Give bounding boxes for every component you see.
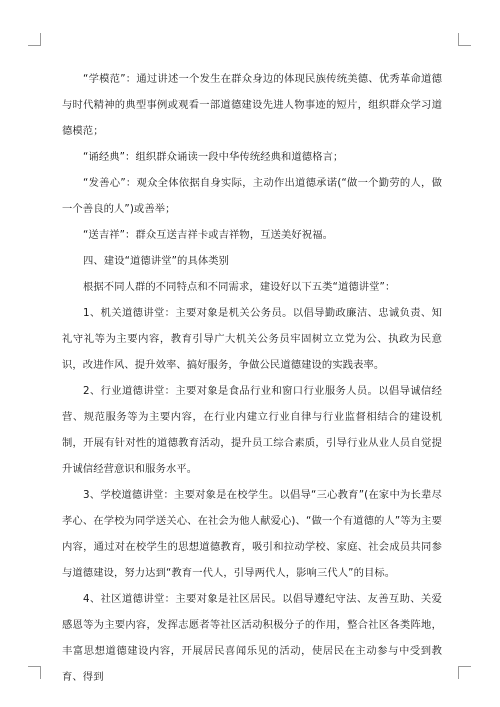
paragraph-intro-categories: 根据不同人群的不同特点和不同需求，建设好以下五类“道德讲堂”： bbox=[83, 281, 396, 293]
paragraph-learn-models: “学模范”：通过讲述一个发生在群众身边的体现民族传统美德、优秀革命道德与时代精神的典型事例或观看一部道德建设先进人物事迹的短片，组织群众学习道德模范； bbox=[62, 73, 442, 137]
paragraph-kind-heart: “发善心”：观众全体依据自身实际，主动作出道德承诺(“做一个勤劳的人，做一个善良的人”)或善举； bbox=[62, 177, 442, 215]
paragraph-industry-lecture-hall: 2、行业道德讲堂：主要对象是食品行业和窗口行业服务人员。以倡导诚信经营、规范服务等为主要内容，在行业内建立行业自律与行业监督相结合的建设机制，开展有针对性的道德教育活动，提升员工综合素质，引导行业从业人员自觉提升诚信经营意识和服务水平。 bbox=[62, 385, 442, 475]
paragraph-community-lecture-hall: 4、社区道德讲堂：主要对象是社区居民。以倡导遵纪守法、友善互助、关爱感恩等为主要内容，发挥志愿者等社区活动积极分子的作用，整合社区各类阵地，丰富思想道德建设内容，开展居民喜闻乐见的活动，使居民在主动参与中受到教育、得到 bbox=[62, 593, 442, 683]
document-body bbox=[62, 66, 442, 690]
section-heading-categories: 四、建设“道德讲堂”的具体类别 bbox=[83, 255, 230, 267]
paragraph-send-blessings: “送吉祥”：群众互送吉祥卡或吉祥物，互送美好祝福。 bbox=[83, 229, 333, 241]
paragraph-school-lecture-hall: 3、学校道德讲堂：主要对象是在校学生。以倡导“三心教育”(在家中为长辈尽孝心、在学校为同学送关心、在社会为他人献爱心)、“做一个有道德的人”等为主要内容，通过对在校学生的思想道德教育，吸引和拉动学校、家庭、社会成员共同参与道德建设，努力达到“教育一代人，引导两代人，影响三代人”的目标。 bbox=[62, 489, 442, 579]
crop-mark-bottom-right bbox=[458, 666, 471, 679]
crop-mark-top-left bbox=[28, 33, 41, 46]
crop-mark-top-right bbox=[458, 33, 471, 46]
paragraph-recite-classics: “诵经典”：组织群众诵读一段中华传统经典和道德格言； bbox=[83, 151, 344, 163]
crop-mark-bottom-left bbox=[28, 666, 41, 679]
paragraph-agency-lecture-hall: 1、机关道德讲堂：主要对象是机关公务员。以倡导勤政廉洁、忠诚负责、知礼守礼等为主要内容，教育引导广大机关公务员牢固树立立党为公、执政为民意识，改进作风、提升效率、搞好服务，争做公民道德建设的实践表率。 bbox=[62, 307, 442, 371]
